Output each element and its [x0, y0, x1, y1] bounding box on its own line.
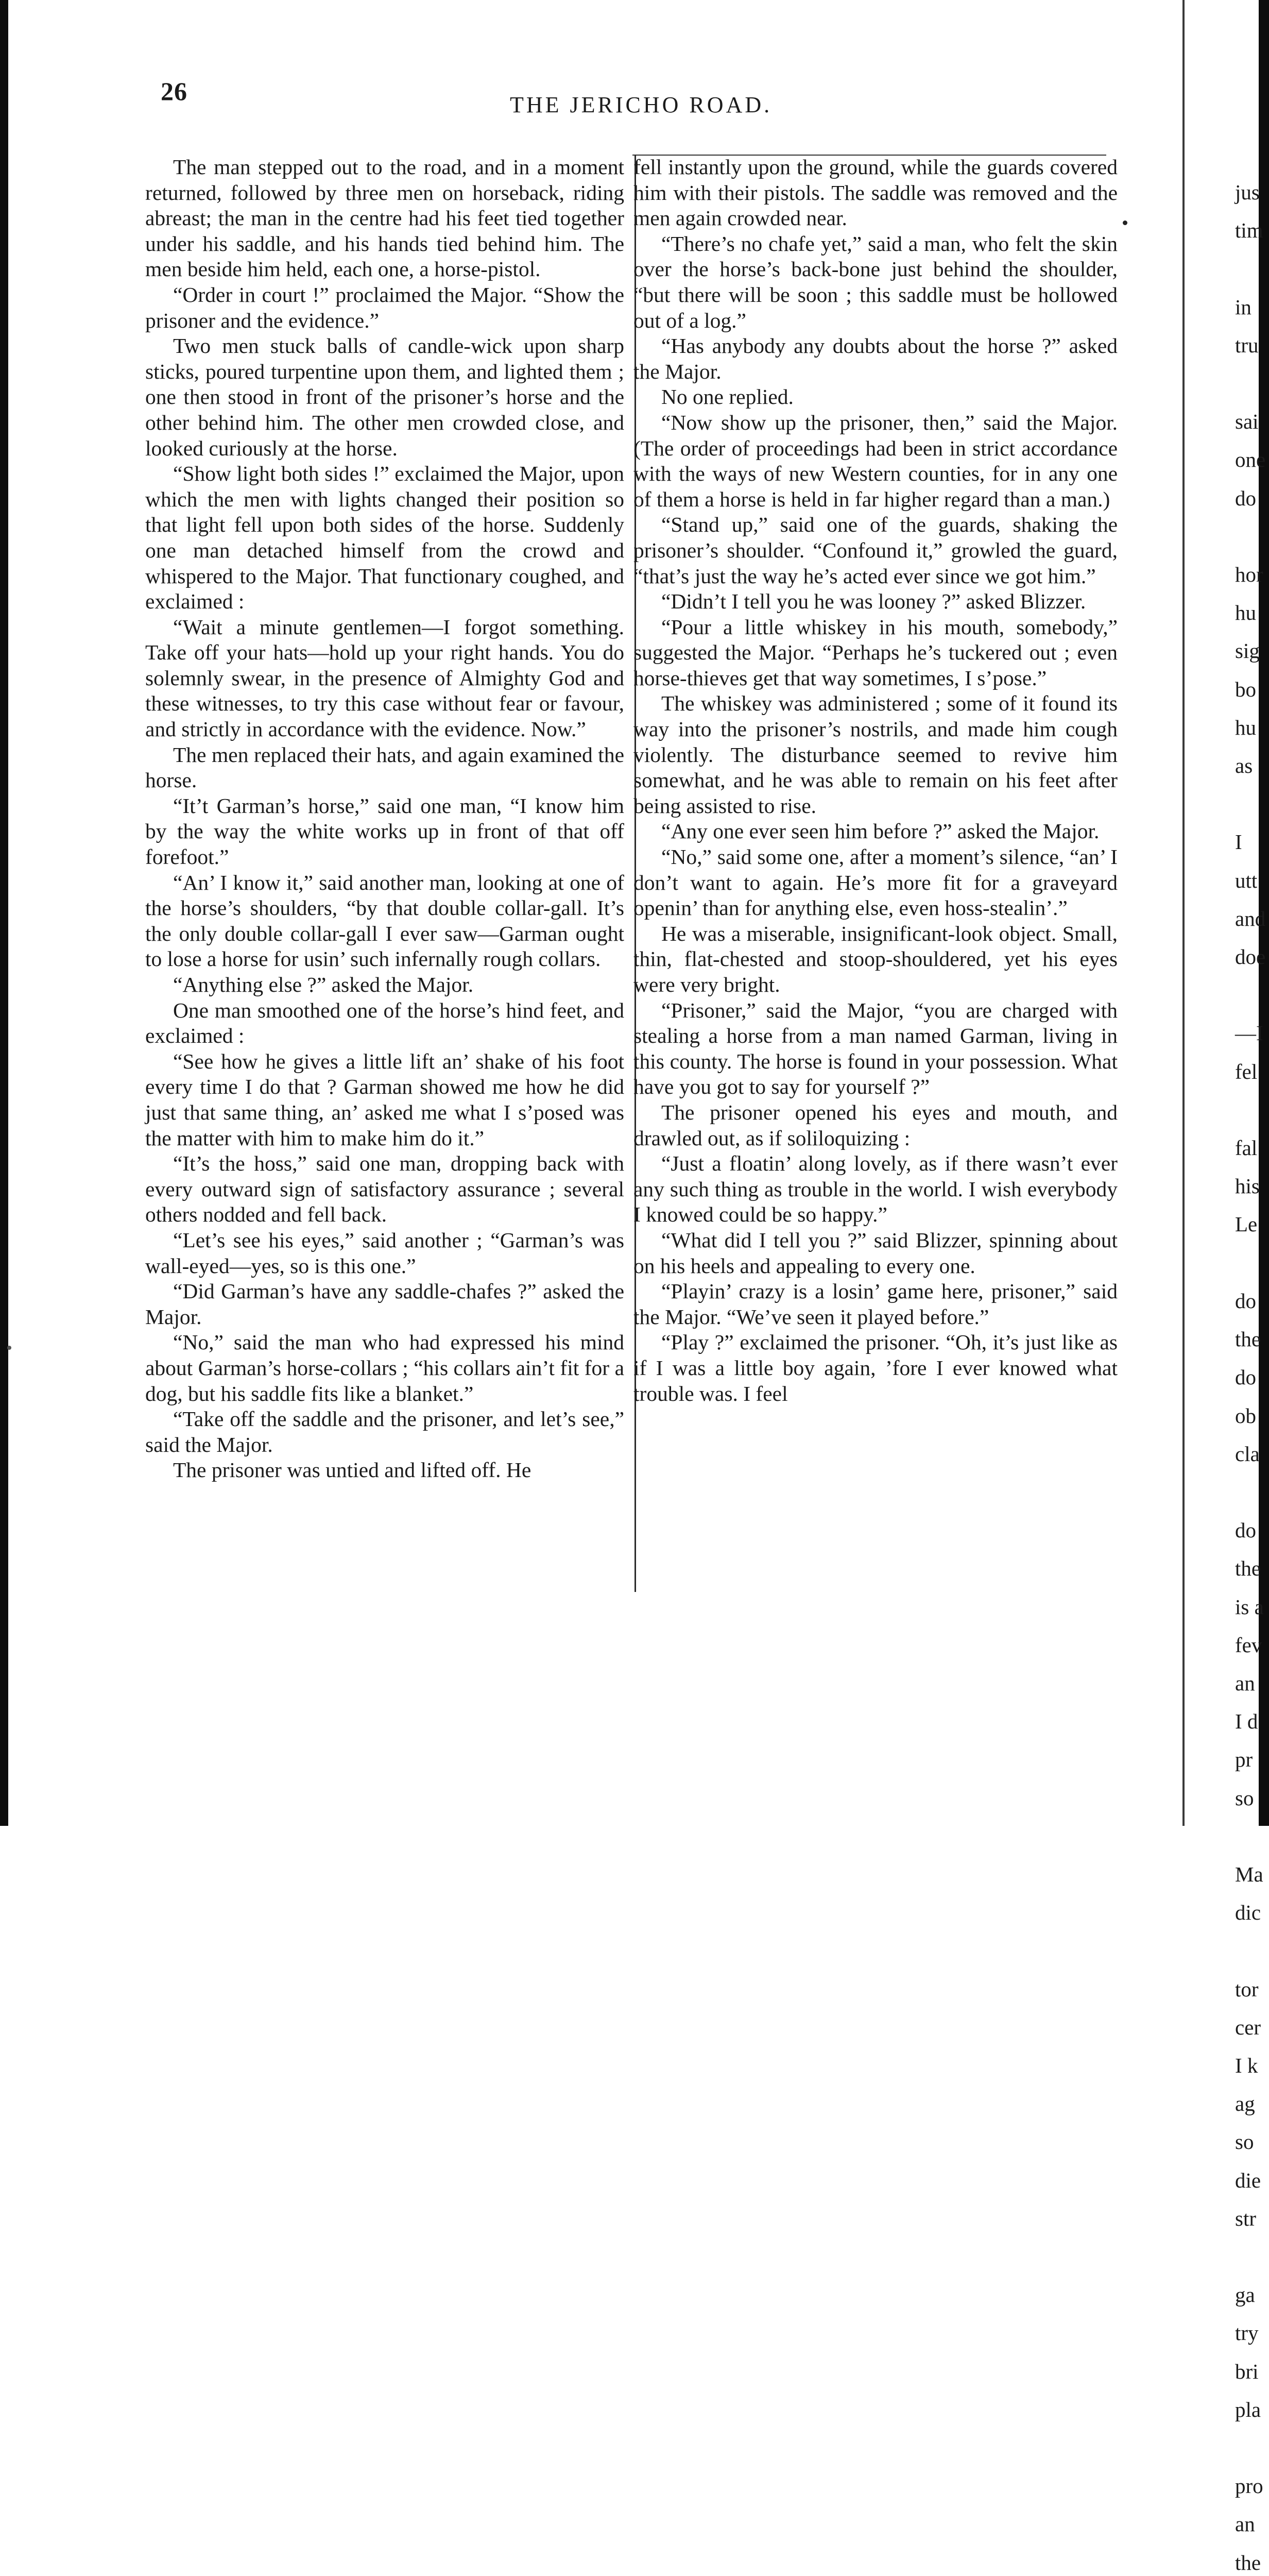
paragraph: The prisoner opened his eyes and mouth, and drawled out, as if soliloquizing :: [633, 1100, 1118, 1150]
paragraph: “Did Garman’s have any saddle-chafes ?” asked the Major.: [145, 1279, 624, 1329]
page-number: 26: [161, 77, 187, 106]
paragraph: “Stand up,” said one of the guards, shaking the prisoner’s shoulder. “Confound it,” growled the guard, “that’s just the way he’s acted ever since we got him.”: [633, 513, 1118, 588]
facing-page-fragment: jus tim in tru sai one do hor hu sig bo hu as I utt and doe —I fel fal his Le do the do ob cla do the is a fev an I d pr so Ma dic tor cer I k ag so die str ga try bri pla pro an the: [1235, 180, 1266, 2574]
paragraph: “An’ I know it,” said another man, looking at one of the horse’s shoulders, “by that double collar-gall. It’s the only double collar-gall I ever saw—Garman ought to lose a horse for usin’ such infernally rough collars.: [145, 870, 624, 971]
paragraph: “Didn’t I tell you he was looney ?” asked Blizzer.: [661, 589, 1086, 614]
page-seam: [1182, 0, 1185, 1826]
paragraph: Two men stuck balls of candle-wick upon sharp sticks, poured turpentine upon them, and lighted them ; one then stood in front of the prisoner’s horse and the other behind him. The other men crowded close, and looked curiously at the horse.: [145, 334, 624, 460]
paragraph: “No,” said some one, after a moment’s silence, “an’ I don’t want to again. He’s more fit for a graveyard openin’ than for anything else, even hoss-stealin’.”: [633, 845, 1118, 920]
paragraph: “Let’s see his eyes,” said another ; “Garman’s was wall-eyed—yes, so is this one.”: [145, 1228, 624, 1278]
paragraph: “See how he gives a little lift an’ shake of his foot every time I do that ? Garman showed me how he did just that same thing, an’ asked me what I s’posed was the matter with him to make him do it.”: [145, 1049, 624, 1150]
paragraph: The prisoner was untied and lifted off. He: [173, 1458, 531, 1482]
paragraph: The men replaced their hats, and again examined the horse.: [145, 742, 624, 792]
paragraph: “No,” said the man who had expressed his mind about Garman’s horse-collars ; “his collars ain’t fit for a dog, but his saddle fits like a blanket.”: [145, 1330, 624, 1405]
paragraph: He was a miserable, insignificant-look object. Small, thin, flat-chested and stoop-shouldered, yet his eyes were very bright.: [633, 921, 1118, 996]
paragraph: “Show light both sides !” exclaimed the Major, upon which the men with lights changed their position so that light fell upon both sides of the horse. Suddenly one man detached himself from the crowd and whispered to the Major. That functionary coughed, and exclaimed :: [145, 462, 624, 614]
scan-left-edge: [0, 0, 8, 1826]
right-column: [633, 155, 1118, 1406]
left-column: [145, 155, 624, 1483]
paragraph: “Playin’ crazy is a losin’ game here, prisoner,” said the Major. “We’ve seen it played before.”: [633, 1279, 1118, 1329]
paragraph: “Now show up the prisoner, then,” said the Major. (The order of proceedings had been in strict accordance with the ways of new Western counties, for in any one of them a horse is held in far higher regard than a man.): [633, 410, 1118, 511]
paragraph: fell instantly upon the ground, while the guards covered him with their pistols. The saddle was removed and the men again crowded near.: [633, 155, 1118, 230]
ink-speck: [7, 1346, 11, 1350]
paragraph: No one replied.: [661, 385, 794, 409]
paragraph: “Take off the saddle and the prisoner, and let’s see,” said the Major.: [145, 1407, 624, 1456]
running-title: THE JERICHO ROAD.: [510, 92, 773, 117]
paragraph: “Wait a minute gentlemen—I forgot something. Take off your hats—hold up your right hands. You do solemnly swear, in the presence of Almighty God and these witnesses, to try this case without fear or favour, and strictly in accordance with the evidence. Now.”: [145, 615, 624, 741]
paragraph: “Anything else ?” asked the Major.: [173, 973, 474, 996]
paragraph: “What did I tell you ?” said Blizzer, spinning about on his heels and appealing to every one.: [633, 1228, 1118, 1278]
paragraph: “It’t Garman’s horse,” said one man, “I know him by the way the white works up in front of that off forefoot.”: [145, 793, 624, 869]
paragraph: “Play ?” exclaimed the prisoner. “Oh, it’s just like as if I was a little boy again, ’fore I ever knowed what trouble was. I feel: [633, 1330, 1118, 1405]
paragraph: The whiskey was administered ; some of it found its way into the prisoner’s nostrils, and made him cough violently. The disturbance seemed to revive him somewhat, and he was able to remain on his feet after being assisted to rise.: [633, 691, 1118, 818]
paragraph: “It’s the hoss,” said one man, dropping back with every outward sign of satisfactory assurance ; several others nodded and fell back.: [145, 1151, 624, 1227]
paragraph: One man smoothed one of the horse’s hind feet, and exclaimed :: [145, 998, 624, 1048]
paragraph: “There’s no chafe yet,” said a man, who felt the skin over the horse’s back-bone just behind the shoulder, “but there will be soon ; this saddle must be hollowed out of a log.”: [633, 231, 1118, 332]
paragraph: “Any one ever seen him before ?” asked the Major.: [661, 819, 1100, 843]
paragraph: “Order in court !” proclaimed the Major. “Show the prisoner and the evidence.”: [145, 282, 624, 332]
paragraph: “Just a floatin’ along lovely, as if there wasn’t ever any such thing as trouble in the world. I wish everybody I knowed could be so happy.”: [633, 1151, 1118, 1227]
ink-speck: [1123, 221, 1127, 225]
paragraph: The man stepped out to the road, and in a moment returned, followed by three men on horseback, riding abreast; the man in the centre had his feet tied together under his saddle, and his hands tied behind him. The men beside him held, each one, a horse-pistol.: [145, 155, 624, 281]
paragraph: “Prisoner,” said the Major, “you are charged with stealing a horse from a man named Garman, living in this county. The horse is found in your possession. What have you got to say for yourself ?”: [633, 998, 1118, 1099]
paragraph: “Has anybody any doubts about the horse ?” asked the Major.: [633, 334, 1118, 383]
paragraph: “Pour a little whiskey in his mouth, somebody,” suggested the Major. “Perhaps he’s tuckered out ; even horse-thieves get that way sometimes, I s’pose.”: [633, 615, 1118, 690]
